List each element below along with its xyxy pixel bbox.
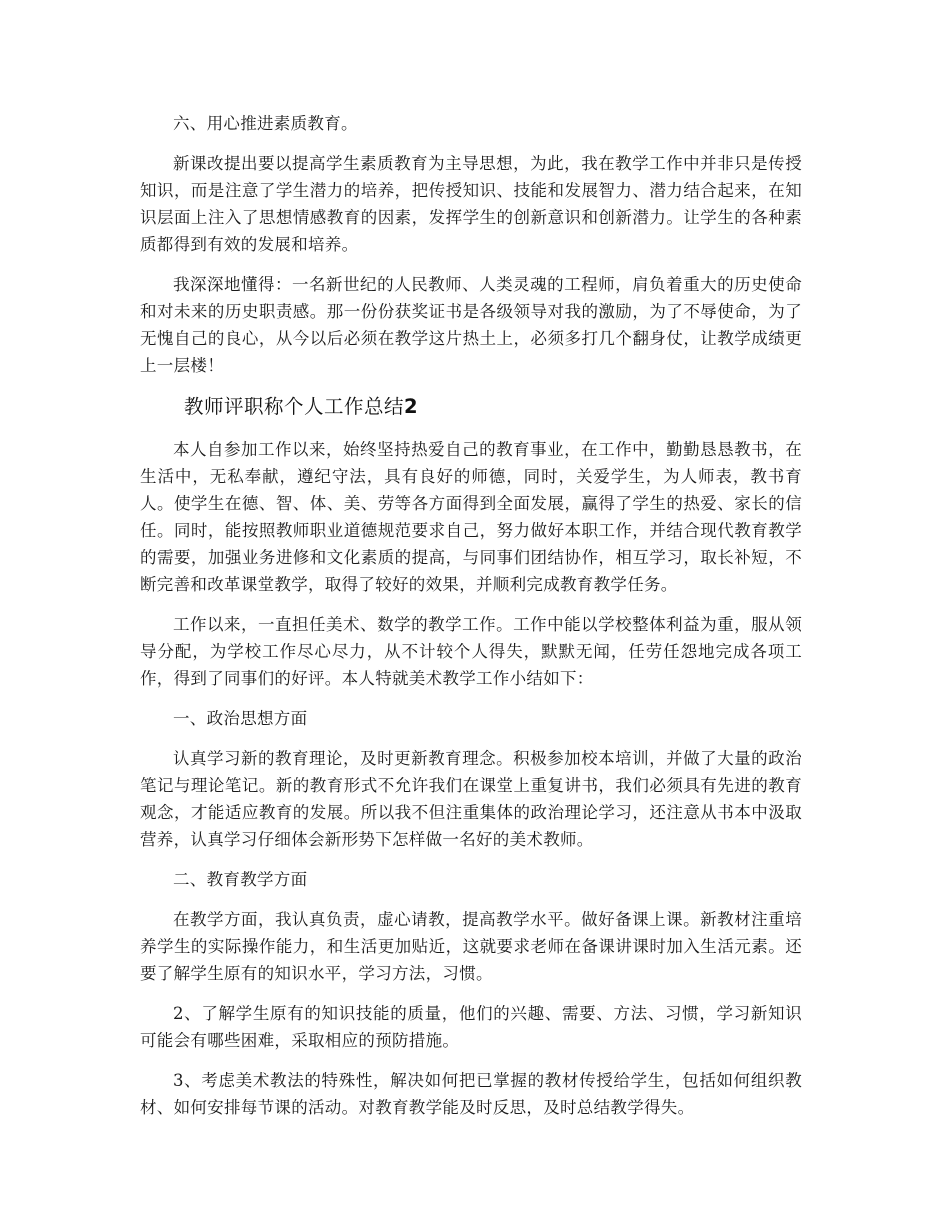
heading-text: 教师评职称个人工作总结 <box>184 395 405 418</box>
paragraph-intro: 本人自参加工作以来，始终坚持热爱自己的教育事业，在工作中，勤勤恳恳教书，在生活中，无私奉献，遵纪守法，具有良好的师德，同时，关爱学生，为人师表，教书育人。使学生在德、智、体、美、劳等各方面得到全面发展，赢得了学生的热爱、家长的信任。同时，能按照教师职业道德规范要求自己，努力做好本职工作，并结合现代教育教学的需要，加强业务进修和文化素质的提高，与同事们团结协作，相互学习，取长补短，不断完善和改革课堂教学，取得了较好的效果，并顺利完成教育教学任务。 <box>140 440 802 594</box>
heading-number: 2 <box>404 395 419 418</box>
document-page <box>140 110 802 1134</box>
paragraph-teaching: 在教学方面，我认真负责，虚心请教，提高教学水平。做好备课上课。新教材注重培养学生的实际操作能力，和生活更加贴近，这就要求老师在备课讲课时加入生活元素。还要了解学生原有的知识水平，学习方法，习惯。 <box>140 910 802 983</box>
paragraph-item-2: 2、了解学生原有的知识技能的质量，他们的兴趣、需要、方法、习惯，学习新知识可能会有哪些困难，采取相应的预防措施。 <box>140 1004 802 1050</box>
section-one-title: 一、政治思想方面 <box>173 709 308 728</box>
section-two-title: 二、教育教学方面 <box>173 870 308 889</box>
paragraph-work-summary: 工作以来，一直担任美术、数学的教学工作。工作中能以学校整体利益为重，服从领导分配，为学校工作尽心尽力，从不计较个人得失，默默无闻，任劳任怨地完成各项工作，得到了同事们的好评。本人特就美术教学工作小结如下： <box>140 615 802 688</box>
section-six-title: 六、用心推进素质教育。 <box>173 114 358 133</box>
paragraph-mission: 我深深地懂得：一名新世纪的人民教师、人类灵魂的工程师，肩负着重大的历史使命和对未来的历史职责感。那一份份获奖证书是各级领导对我的激励，为了不辱使命，为了无愧自己的良心，从今以后必须在教学这片热土上，必须多打几个翻身仗，让教学成绩更上一层楼！ <box>140 275 802 375</box>
paragraph-item-3: 3、考虑美术教法的特殊性，解决如何把已掌握的教材传授给学生，包括如何组织教材、如何安排每节课的活动。对教育教学能及时反思，及时总结教学得失。 <box>140 1071 802 1117</box>
paragraph-quality-education: 新课改提出要以提高学生素质教育为主导思想，为此，我在教学工作中并非只是传授知识，而是注意了学生潜力的培养，把传授知识、技能和发展智力、潜力结合起来，在知识层面上注入了思想情感教育的因素，发挥学生的创新意识和创新潜力。让学生的各种素质都得到有效的发展和培养。 <box>140 154 802 254</box>
paragraph-political-study: 认真学习新的教育理论，及时更新教育理念。积极参加校本培训，并做了大量的政治笔记与理论笔记。新的教育形式不允许我们在课堂上重复讲书，我们必须具有先进的教育观念，才能适应教育的发展。所以我不但注重集体的政治理论学习，还注意从书本中汲取营养，认真学习仔细体会新形势下怎样做一名好的美术教师。 <box>140 749 802 849</box>
document-heading <box>140 392 802 422</box>
